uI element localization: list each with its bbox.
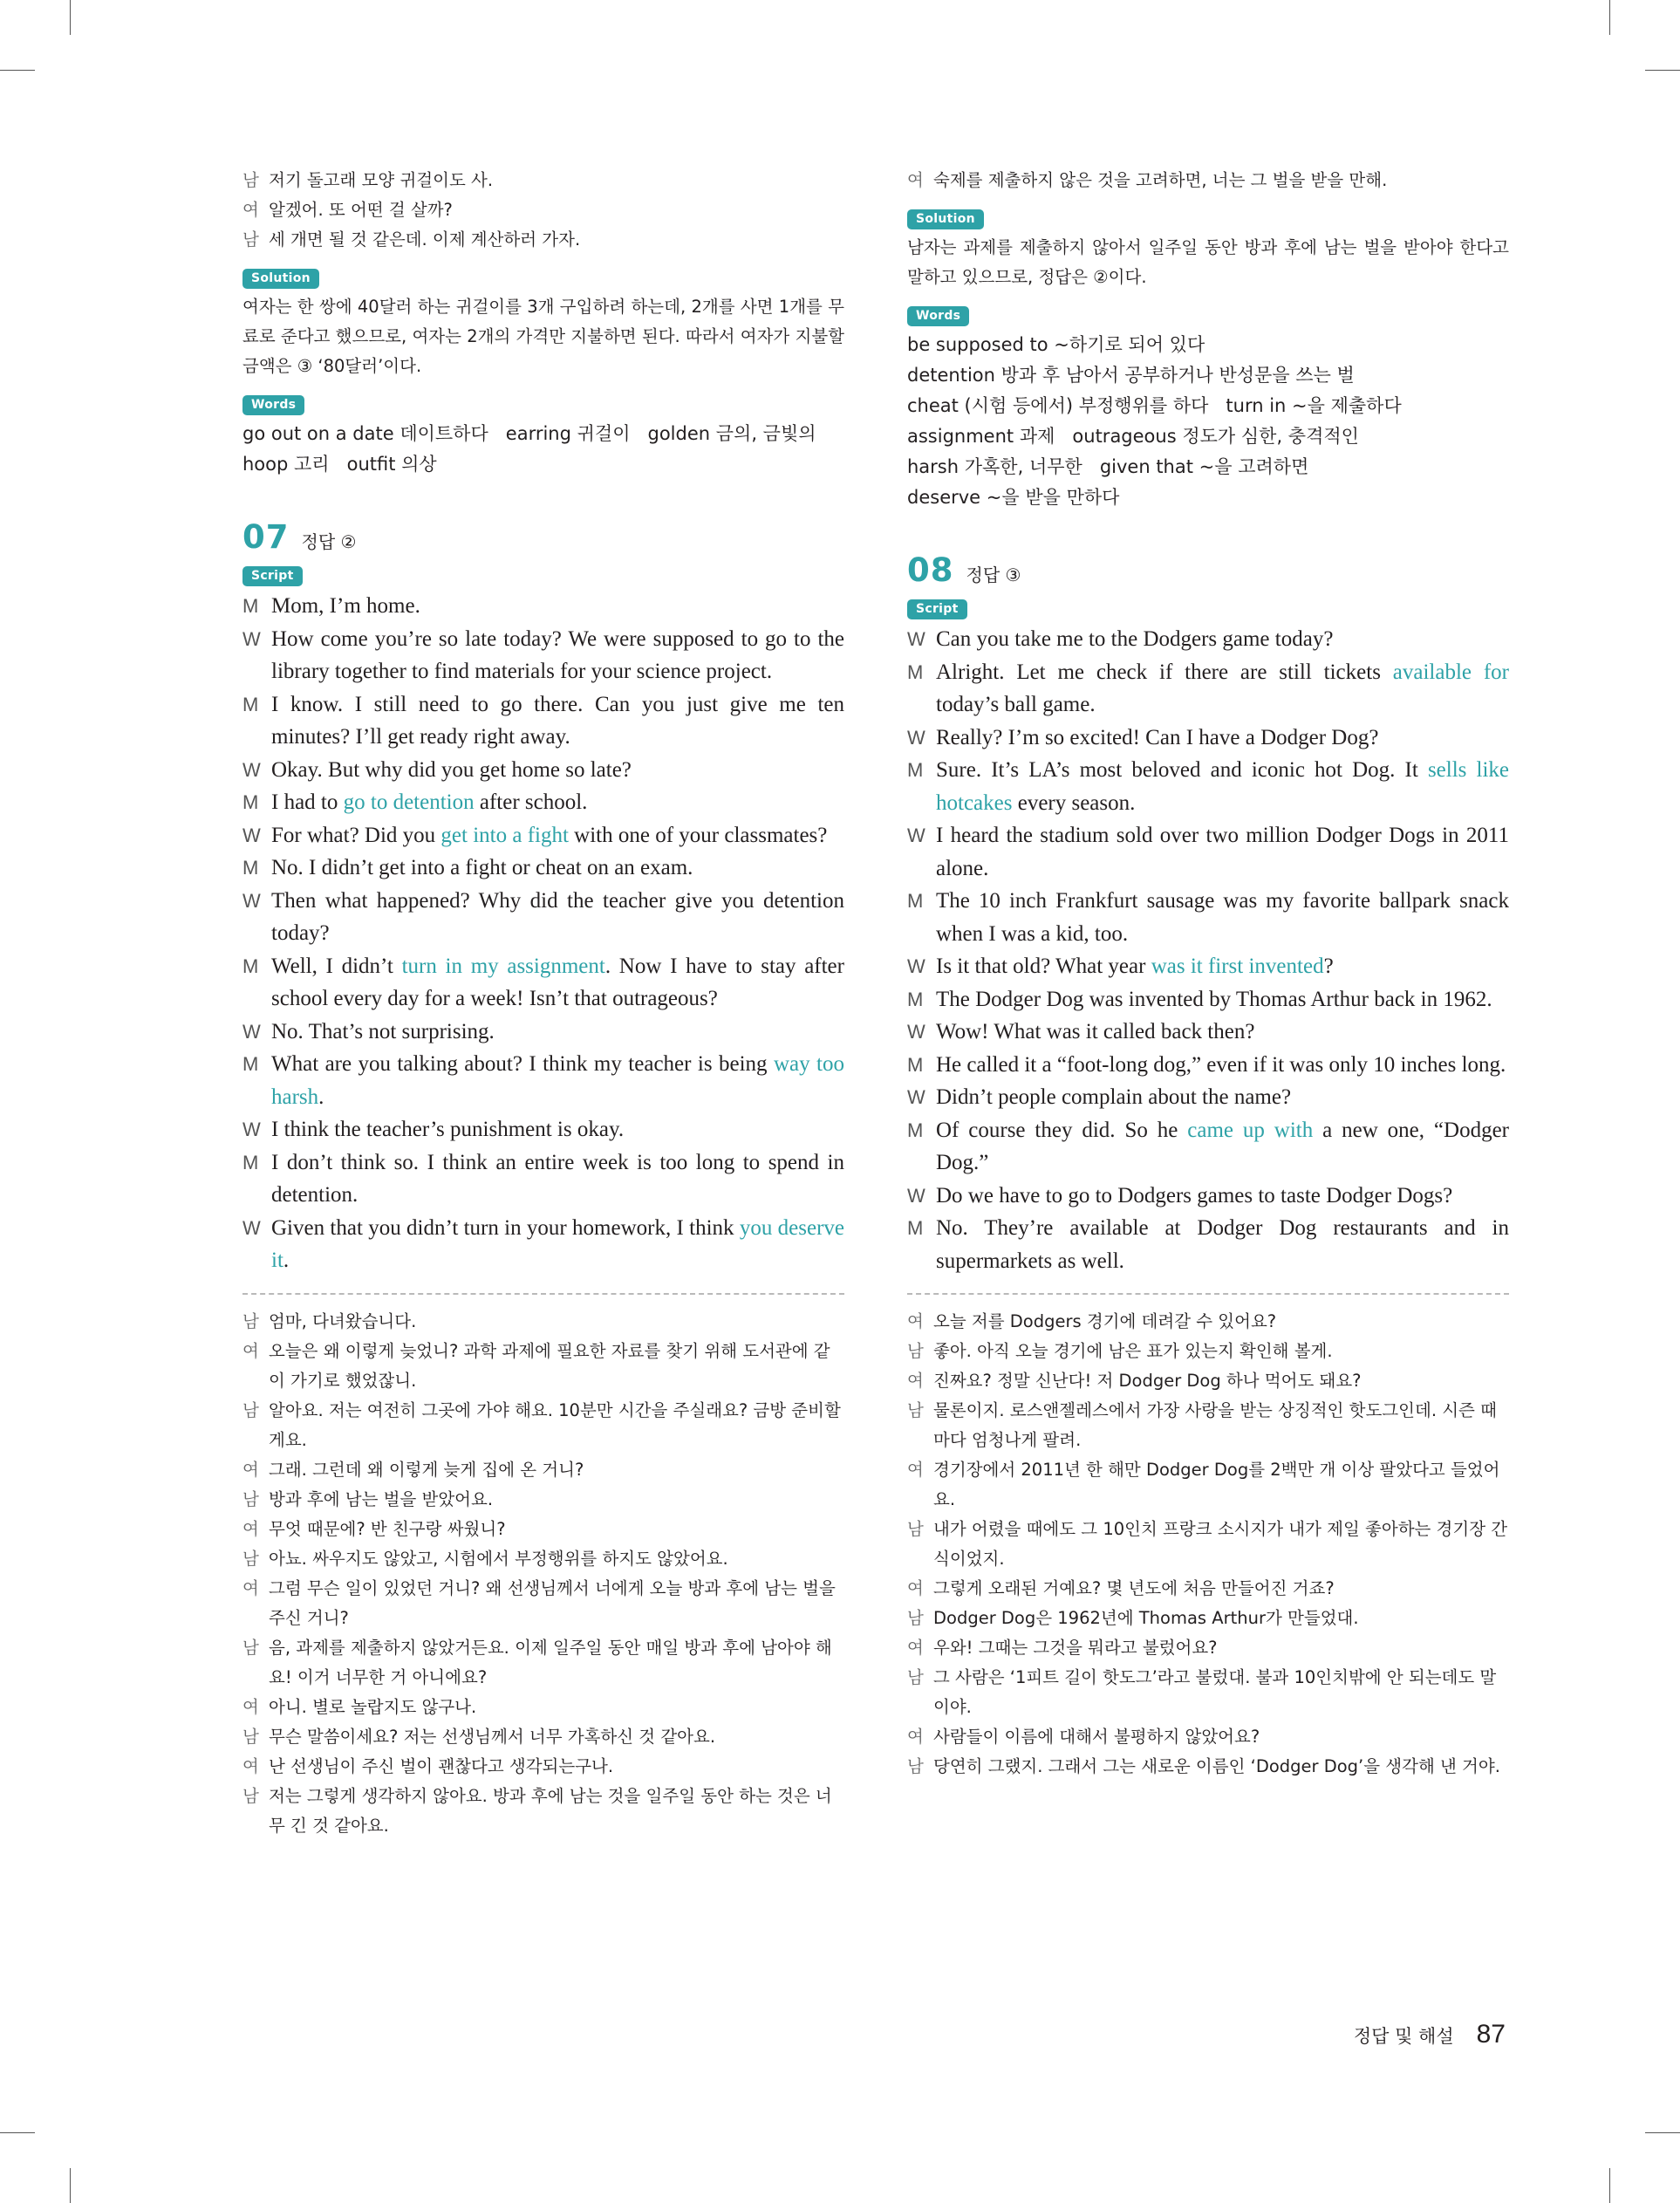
script-line — [907, 819, 1509, 885]
script-line — [242, 819, 844, 852]
key-expression: get into a fight — [440, 823, 569, 847]
speaker-label: M — [907, 890, 924, 912]
translation-line — [242, 1515, 844, 1544]
script-line — [242, 786, 844, 819]
dialogue-line: 여 알겠어. 또 어떤 걸 살까? — [242, 200, 453, 220]
translation-text: 우와! 그때는 그것을 뭐라고 불렀어요? — [933, 1638, 1218, 1658]
key-expression: way too harsh — [271, 1052, 844, 1109]
translation-text: 저는 그렇게 생각하지 않아요. 방과 후에 남는 것을 일주일 동안 하는 것은 너무 긴 것 같아요. — [269, 1785, 832, 1836]
speaker-label: W — [907, 1184, 925, 1207]
section-divider — [242, 1293, 844, 1295]
translation-line — [242, 1693, 844, 1722]
script-text — [271, 590, 844, 623]
text-run: . Now I have to stay after school every day for a week! Isn’t that outrageous? — [271, 954, 844, 1010]
speaker-label: 여 — [242, 1459, 259, 1480]
text-run: No. That’s not surprising. — [271, 1019, 495, 1043]
script-text — [271, 1146, 844, 1212]
translation-text: 그럼 무슨 일이 있었던 거니? 왜 선생님께서 너에게 오늘 방과 후에 남는 벌을 주신 거니? — [269, 1577, 836, 1628]
script-text — [271, 950, 844, 1016]
script-text — [936, 1016, 1509, 1049]
text-run: Okay. But why did you get home so late? — [271, 757, 632, 782]
script-text — [936, 1049, 1509, 1082]
translation-line — [907, 1633, 1509, 1663]
speaker-label: 남 — [907, 1341, 924, 1361]
q07-dialogue-end — [907, 166, 1509, 195]
answer-label: 정답 ② — [301, 531, 357, 552]
script-line — [242, 852, 844, 885]
crop-mark — [70, 0, 71, 35]
translation-text: 그래. 그런데 왜 이렇게 늦게 집에 온 거니? — [269, 1459, 584, 1480]
speaker-label: W — [907, 824, 925, 846]
text-run: I think the teacher’s punishment is okay. — [271, 1118, 625, 1141]
translation-line — [242, 1782, 844, 1841]
q07-section — [242, 518, 844, 1841]
script-line — [242, 1016, 844, 1049]
script-text — [936, 623, 1509, 656]
translation-line — [242, 1396, 844, 1455]
translation-text: 좋아. 아직 오늘 경기에 남은 표가 있는지 확인해 볼게. — [933, 1341, 1333, 1361]
words-line: cheat (시험 등에서) 부정행위를 하다 turn in ~을 제출하다 — [907, 395, 1402, 416]
text-run: Then what happened? Why did the teacher give you detention today? — [271, 888, 844, 945]
translation-text: 오늘 저를 Dodgers 경기에 데려갈 수 있어요? — [933, 1311, 1277, 1331]
words-badge: Words — [242, 395, 304, 415]
script-text — [936, 754, 1509, 819]
translation-line — [242, 1485, 844, 1515]
translation-line — [242, 1455, 844, 1485]
dialogue-line: 남 저기 돌고래 모양 귀걸이도 사. — [242, 170, 494, 190]
speaker-label: 여 — [907, 1371, 924, 1391]
script-text — [936, 656, 1509, 722]
text-run: I don’t think so. I think an entire week is too long to spend in detention. — [271, 1150, 844, 1207]
crop-mark — [1609, 0, 1610, 35]
q07-solution — [907, 209, 1509, 292]
translation-text: 난 선생님이 주신 벌이 괜찮다고 생각되는구나. — [269, 1755, 614, 1776]
solution-text: 여자는 한 쌍에 40달러 하는 귀걸이를 3개 구입하려 하는데, 2개를 사면 1개를 무료로 준다고 했으므로, 여자는 2개의 가격만 지불하면 된다. 따라서 여자가 지불할 금액은 ③ ‘80달러’이다. — [242, 297, 844, 376]
script-line — [242, 590, 844, 623]
speaker-label: M — [242, 1151, 259, 1173]
script-line — [242, 623, 844, 688]
speaker-label: M — [907, 988, 924, 1010]
question-heading — [907, 551, 1509, 589]
script-dialogue — [242, 590, 844, 1277]
text-run: I heard the stadium sold over two million Dodger Dogs in 2011 alone. — [936, 824, 1509, 880]
translation-line — [242, 1752, 844, 1782]
text-run: today’s ball game. — [936, 693, 1096, 716]
translation-line — [907, 1307, 1509, 1337]
translation-text: 무슨 말씀이세요? 저는 선생님께서 너무 가혹하신 것 같아요. — [269, 1726, 716, 1747]
speaker-label: W — [242, 627, 261, 650]
question-number: 08 — [907, 551, 954, 589]
script-text — [936, 885, 1509, 950]
translation-text: 아니. 별로 놀랍지도 않구나. — [269, 1696, 477, 1717]
script-line — [907, 754, 1509, 819]
text-run: He called it a “foot-long dog,” even if it was only 10 inches long. — [936, 1052, 1506, 1077]
text-run: with one of your classmates? — [568, 823, 828, 847]
script-text — [936, 1180, 1509, 1213]
text-run: No. I didn’t get into a fight or cheat on an exam. — [271, 856, 693, 879]
translation-line — [242, 1574, 844, 1633]
key-expression: available for — [1392, 660, 1510, 684]
speaker-label: 여 — [907, 1578, 924, 1598]
speaker-label: M — [242, 857, 259, 879]
speaker-label: M — [242, 1053, 259, 1075]
translation-text: 그렇게 오래된 거예요? 몇 년도에 처음 만들어진 거죠? — [933, 1578, 1335, 1598]
script-line — [242, 1146, 844, 1212]
speaker-label: 남 — [242, 1548, 259, 1569]
text-run: Sure. It’s LA’s most beloved and iconic hot Dog. It — [936, 758, 1428, 782]
words-line: be supposed to ~하기로 되어 있다 — [907, 334, 1205, 355]
script-text — [271, 786, 844, 819]
text-run: Alright. Let me check if there are still tickets — [936, 660, 1393, 684]
speaker-label: W — [242, 758, 261, 781]
solution-text: 남자는 과제를 제출하지 않아서 일주일 동안 방과 후에 남는 벌을 받아야 한다고 말하고 있으므로, 정답은 ②이다. — [907, 237, 1509, 287]
text-run: Do we have to go to Dodgers games to taste Dodger Dogs? — [936, 1183, 1453, 1208]
script-line — [907, 983, 1509, 1016]
text-run: after school. — [474, 790, 588, 814]
script-line — [907, 1016, 1509, 1049]
translation-line — [907, 1455, 1509, 1515]
script-line — [907, 623, 1509, 656]
translation-text: 방과 후에 남는 벌을 받았어요. — [269, 1488, 494, 1509]
text-run: I know. I still need to go there. Can you just give me ten minutes? I’ll get ready right away. — [271, 692, 844, 749]
translation-text: 오늘은 왜 이렇게 늦었니? 과학 과제에 필요한 자료를 찾기 위해 도서관에 같이 가기로 했었잖니. — [269, 1340, 830, 1391]
translation-text: 당연히 그랬지. 그래서 그는 새로운 이름인 ‘Dodger Dog’을 생각해 낸 거야. — [933, 1756, 1500, 1776]
speaker-label: 남 — [242, 1399, 259, 1420]
speaker-label: W — [907, 628, 925, 650]
script-text — [271, 819, 844, 852]
translation-text: Dodger Dog은 1962년에 Thomas Arthur가 만들었대. — [933, 1608, 1359, 1628]
text-run: Mom, I’m home. — [271, 594, 420, 618]
script-text — [936, 983, 1509, 1016]
script-text — [271, 852, 844, 885]
text-run: I had to — [271, 790, 344, 814]
script-line — [242, 1212, 844, 1277]
translation-line — [242, 1633, 844, 1693]
solution-badge: Solution — [907, 209, 984, 229]
key-expression: turn in my assignment — [401, 954, 605, 978]
script-text — [271, 754, 844, 787]
speaker-label: 여 — [907, 1460, 924, 1480]
key-expression: you deserve it — [271, 1215, 845, 1272]
speaker-label: 남 — [907, 1519, 924, 1539]
speaker-label: M — [907, 759, 924, 781]
script-text — [936, 819, 1509, 885]
q06-dialogue-end — [242, 166, 844, 255]
dialogue-line: 여 숙제를 제출하지 않은 것을 고려하면, 너는 그 벌을 받을 만해. — [907, 170, 1388, 190]
speaker-label: M — [907, 1119, 924, 1141]
script-line — [242, 950, 844, 1016]
text-run: Didn’t people complain about the name? — [936, 1085, 1292, 1109]
script-line — [907, 1212, 1509, 1277]
script-line — [242, 885, 844, 950]
translation-line — [907, 1752, 1509, 1782]
translation-dialogue — [242, 1307, 844, 1841]
translation-text: 엄마, 다녀왔습니다. — [269, 1310, 417, 1331]
speaker-label: W — [907, 1086, 925, 1108]
translation-line — [907, 1366, 1509, 1396]
speaker-label: 남 — [242, 1637, 259, 1658]
words-line: deserve ~을 받을 만하다 — [907, 487, 1120, 508]
text-run: Of course they did. So he — [936, 1118, 1188, 1142]
script-line — [907, 1180, 1509, 1213]
speaker-label: W — [907, 1021, 925, 1043]
q06-solution — [242, 269, 844, 381]
speaker-label: 남 — [242, 1726, 259, 1747]
speaker-label: M — [907, 660, 924, 683]
page-number: 87 — [1476, 2020, 1506, 2049]
speaker-label: 남 — [242, 1310, 259, 1331]
translation-text: 음, 과제를 제출하지 않았거든요. 이제 일주일 동안 매일 방과 후에 남아야 해요! 이거 너무한 거 아니에요? — [269, 1637, 832, 1687]
script-dialogue — [907, 623, 1509, 1277]
speaker-label: M — [242, 791, 259, 813]
speaker-label: M — [242, 954, 259, 977]
script-text — [271, 1212, 844, 1277]
text-run: How come you’re so late today? We were supposed to go to the library together to find materials for your science project. — [271, 626, 844, 683]
translation-line — [242, 1337, 844, 1396]
crop-mark — [0, 70, 35, 71]
script-line — [907, 656, 1509, 722]
speaker-label: 여 — [907, 1638, 924, 1658]
text-run: Given that you didn’t turn in your homework, I think — [271, 1215, 740, 1240]
text-run: every season. — [1012, 790, 1136, 815]
script-text — [271, 688, 844, 754]
translation-text: 내가 어렸을 때에도 그 10인치 프랑크 소시지가 내가 제일 좋아하는 경기장 간식이었지. — [933, 1519, 1508, 1569]
text-run: Can you take me to the Dodgers game today? — [936, 627, 1334, 651]
script-line — [242, 1048, 844, 1113]
script-line — [907, 1081, 1509, 1114]
script-text — [271, 1048, 844, 1113]
text-run: What are you talking about? I think my teacher is being — [271, 1052, 774, 1076]
speaker-label: W — [242, 889, 261, 912]
speaker-label: M — [242, 693, 259, 715]
script-text — [271, 1113, 844, 1146]
question-heading — [242, 518, 844, 556]
crop-mark — [70, 2168, 71, 2203]
script-text — [936, 950, 1509, 983]
speaker-label: W — [242, 1119, 261, 1140]
speaker-label: 남 — [907, 1667, 924, 1687]
translation-text: 사람들이 이름에 대해서 불평하지 않았어요? — [933, 1727, 1260, 1747]
text-run: a new one, “Dodger Dog.” — [936, 1118, 1509, 1174]
script-line — [242, 688, 844, 754]
translation-text: 무엇 때문에? 반 친구랑 싸웠니? — [269, 1518, 506, 1539]
translation-text: 아뇨. 싸우지도 않았고, 시험에서 부정행위를 하지도 않았어요. — [269, 1548, 728, 1569]
text-run: Is it that old? What year — [936, 954, 1151, 978]
script-text — [271, 1016, 844, 1049]
speaker-label: 여 — [242, 1340, 259, 1361]
text-run: The Dodger Dog was invented by Thomas Arthur back in 1962. — [936, 987, 1492, 1011]
script-line — [907, 885, 1509, 950]
text-run: No. They’re available at Dodger Dog restaurants and in supermarkets as well. — [936, 1216, 1509, 1273]
speaker-label: 여 — [907, 1311, 924, 1331]
script-line — [242, 1113, 844, 1146]
crop-mark — [0, 2132, 35, 2133]
translation-dialogue — [907, 1307, 1509, 1782]
text-run: Well, I didn’t — [271, 954, 402, 978]
script-line — [907, 1114, 1509, 1180]
speaker-label: M — [907, 1053, 924, 1076]
text-run: Really? I’m so excited! Can I have a Dodger Dog? — [936, 725, 1379, 749]
speaker-label: W — [242, 1216, 261, 1239]
answer-label: 정답 ③ — [966, 564, 1021, 585]
speaker-label: W — [242, 1020, 261, 1043]
question-number: 07 — [242, 518, 290, 556]
translation-line — [907, 1337, 1509, 1366]
script-text — [271, 885, 844, 950]
speaker-label: 여 — [242, 1755, 259, 1776]
speaker-label: 여 — [907, 1727, 924, 1747]
translation-line — [907, 1663, 1509, 1722]
translation-text: 물론이지. 로스앤젤레스에서 가장 사랑을 받는 상징적인 핫도그인데. 시즌 때마다 엄청나게 팔려. — [933, 1400, 1497, 1450]
translation-line — [907, 1722, 1509, 1752]
words-line: go out on a date 데이트하다 earring 귀걸이 golden 금의, 금빛의 — [242, 423, 816, 444]
speaker-label: W — [242, 824, 261, 846]
words-line: hoop 고리 outfit 의상 — [242, 454, 437, 475]
text-run: Wow! What was it called back then? — [936, 1020, 1255, 1043]
script-text — [936, 722, 1509, 755]
script-badge: Script — [242, 566, 303, 586]
translation-line — [907, 1574, 1509, 1604]
translation-line — [907, 1515, 1509, 1574]
speaker-label: 여 — [242, 1577, 259, 1598]
text-run: The 10 inch Frankfurt sausage was my favorite ballpark snack when I was a kid, too. — [936, 889, 1509, 946]
translation-text: 경기장에서 2011년 한 해만 Dodger Dog를 2백만 개 이상 팔았다고 들었어요. — [933, 1460, 1500, 1509]
text-run: ? — [1323, 954, 1334, 978]
translation-line — [907, 1604, 1509, 1633]
words-line: detention 방과 후 남아서 공부하거나 반성문을 쓰는 벌 — [907, 365, 1355, 386]
text-run: For what? Did you — [271, 823, 441, 847]
script-badge: Script — [907, 599, 967, 619]
translation-text: 진짜요? 정말 신난다! 저 Dodger Dog 하나 먹어도 돼요? — [933, 1371, 1362, 1391]
translation-text: 알아요. 저는 여전히 그곳에 가야 해요. 10분만 시간을 주실래요? 금방 준비할게요. — [269, 1399, 841, 1450]
speaker-label: W — [907, 955, 925, 977]
dialogue-line: 남 세 개면 될 것 같은데. 이제 계산하러 가자. — [242, 229, 581, 250]
section-divider — [907, 1293, 1509, 1295]
key-expression: go to detention — [343, 790, 475, 814]
script-line — [907, 1049, 1509, 1082]
crop-mark — [1645, 2132, 1680, 2133]
page-footer — [1354, 2020, 1506, 2049]
script-text — [936, 1114, 1509, 1180]
translation-line — [242, 1722, 844, 1752]
words-line: harsh 가혹한, 너무한 given that ~을 고려하면 — [907, 456, 1309, 477]
script-text — [936, 1081, 1509, 1114]
footer-label: 정답 및 해설 — [1353, 2026, 1454, 2047]
speaker-label: 남 — [907, 1400, 924, 1420]
left-column — [242, 166, 844, 1841]
speaker-label: W — [907, 726, 925, 749]
solution-badge: Solution — [242, 269, 319, 289]
speaker-label: 남 — [242, 1488, 259, 1509]
words-badge: Words — [907, 306, 969, 326]
words-line: assignment 과제 outrageous 정도가 심한, 충격적인 — [907, 426, 1359, 447]
script-line — [907, 722, 1509, 755]
text-run: . — [283, 1249, 290, 1272]
crop-mark — [1645, 70, 1680, 71]
speaker-label: 남 — [907, 1756, 924, 1776]
q06-words — [242, 395, 844, 480]
text-run: . — [318, 1084, 324, 1109]
speaker-label: 남 — [907, 1608, 924, 1628]
script-text — [271, 623, 844, 688]
speaker-label: 남 — [242, 1785, 259, 1806]
translation-line — [242, 1544, 844, 1574]
crop-mark — [1609, 2168, 1610, 2203]
script-line — [907, 950, 1509, 983]
speaker-label: M — [242, 595, 259, 617]
script-text — [936, 1212, 1509, 1277]
speaker-label: 여 — [242, 1696, 259, 1717]
right-column — [907, 166, 1509, 1782]
script-line — [242, 754, 844, 787]
key-expression: sells like hotcakes — [936, 758, 1509, 815]
q07-words — [907, 306, 1509, 513]
speaker-label: M — [907, 1217, 924, 1239]
q08-section — [907, 551, 1509, 1782]
translation-line — [242, 1307, 844, 1337]
key-expression: came up with — [1187, 1118, 1314, 1142]
key-expression: was it first invented — [1151, 954, 1324, 978]
translation-line — [907, 1396, 1509, 1455]
speaker-label: 여 — [242, 1518, 259, 1539]
translation-text: 그 사람은 ‘1피트 길이 핫도그’라고 불렀대. 불과 10인치밖에 안 되는데도 말이야. — [933, 1667, 1497, 1717]
